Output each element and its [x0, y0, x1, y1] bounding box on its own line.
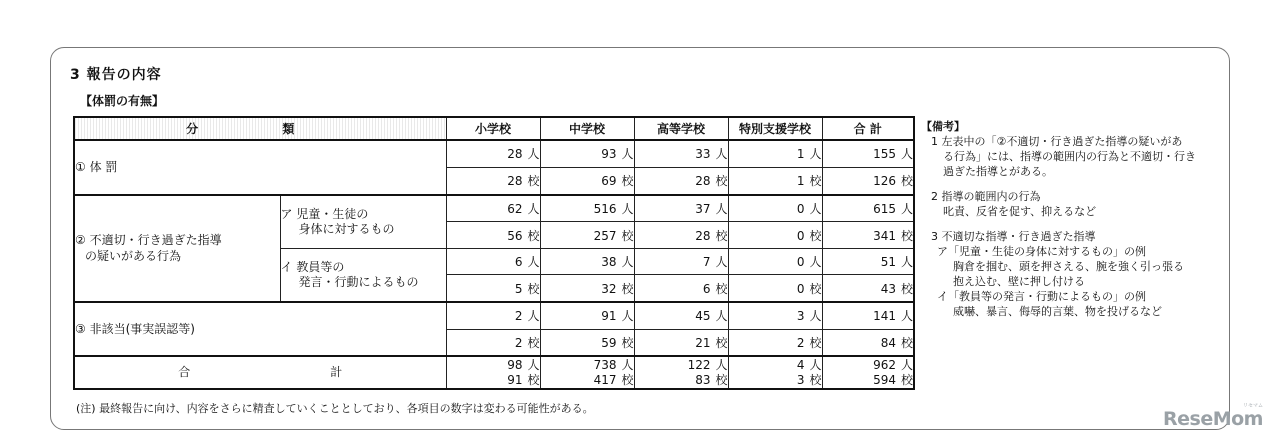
- cell: 83 校: [634, 373, 728, 389]
- cell: 594 校: [822, 373, 914, 389]
- header-junior-high: 中学校: [540, 117, 634, 140]
- cell: 28 校: [634, 167, 728, 194]
- corporal-punishment-table: [73, 116, 915, 390]
- cell: 962 人: [822, 356, 914, 372]
- cell: 155 人: [822, 140, 914, 167]
- footnote: (注) 最終報告に向け、内容をさらに精査していくこととしており、各項目の数字は変わる可能性がある。: [76, 402, 594, 415]
- cell: 21 校: [634, 329, 728, 356]
- cell: 98 人: [446, 356, 540, 372]
- remark-line: 胸倉を掴む、頭を押さえる、腕を強く引っ張る: [953, 260, 1184, 273]
- cell: 91 人: [540, 302, 634, 329]
- section-title: 3 報告の内容: [70, 67, 162, 83]
- header-elementary: 小学校: [446, 117, 540, 140]
- header-special-support: 特別支援学校: [728, 117, 822, 140]
- remark-line: 1 左表中の「②不適切・行き過ぎた指導の疑いがあ: [931, 135, 1183, 148]
- cell: 516 人: [540, 195, 634, 222]
- cell: 37 人: [634, 195, 728, 222]
- resemom-logo: ReseMom リセマム: [1163, 403, 1263, 430]
- cell: 28 校: [446, 167, 540, 194]
- remark-line: る行為」には、指導の範囲内の行為と不適切・行き: [943, 150, 1196, 163]
- cell: 43 校: [822, 275, 914, 302]
- cell: 59 校: [540, 329, 634, 356]
- cell: 1 校: [728, 167, 822, 194]
- cell: 141 人: [822, 302, 914, 329]
- cell: 7 人: [634, 248, 728, 275]
- remarks-heading: 【備考】: [921, 120, 965, 133]
- cell: 417 校: [540, 373, 634, 389]
- cell: 62 人: [446, 195, 540, 222]
- cell: 93 人: [540, 140, 634, 167]
- sub-label-physical: ア 児童・生徒の 身体に対するもの: [280, 195, 446, 249]
- remark-line: 叱責、反省を促す、抑えるなど: [943, 205, 1097, 218]
- header-total: 合 計: [822, 117, 914, 140]
- cell: 6 人: [446, 248, 540, 275]
- cell: 45 人: [634, 302, 728, 329]
- header-category: 分 類: [74, 117, 446, 140]
- cell: 28 人: [446, 140, 540, 167]
- remark-line: 2 指導の範囲内の行為: [931, 190, 1041, 203]
- sub-label-verbal: イ 教員等の 発言・行動によるもの: [280, 248, 446, 302]
- table-row: [74, 195, 914, 222]
- table-row: [74, 356, 914, 372]
- cell: 257 校: [540, 222, 634, 249]
- row-label-not-applicable: ③ 非該当(事実誤認等): [74, 302, 446, 356]
- cell: 1 人: [728, 140, 822, 167]
- cell: 0 校: [728, 222, 822, 249]
- cell: 0 校: [728, 275, 822, 302]
- header-high-school: 高等学校: [634, 117, 728, 140]
- cell: 28 校: [634, 222, 728, 249]
- cell: 32 校: [540, 275, 634, 302]
- row-label-corporal: ① 体 罰: [74, 140, 446, 194]
- table-row: [74, 302, 914, 329]
- cell: 6 校: [634, 275, 728, 302]
- cell: 2 校: [446, 329, 540, 356]
- cell: 0 人: [728, 195, 822, 222]
- row-label-inappropriate: ② 不適切・行き過ぎた指導 の疑いがある行為: [74, 195, 280, 303]
- cell: 38 人: [540, 248, 634, 275]
- table-row: [74, 140, 914, 167]
- remark-line: イ「教員等の発言・行動によるもの」の例: [937, 290, 1146, 303]
- row-label-total: 合 計: [74, 356, 446, 389]
- cell: 0 人: [728, 248, 822, 275]
- cell: 84 校: [822, 329, 914, 356]
- sub-title: 【体罰の有無】: [80, 94, 165, 108]
- cell: 122 人: [634, 356, 728, 372]
- remark-line: 過ぎた指導とがある。: [943, 165, 1053, 178]
- cell: 2 人: [446, 302, 540, 329]
- remark-line: 威嚇、暴言、侮辱的言葉、物を投げるなど: [953, 305, 1162, 318]
- cell: 56 校: [446, 222, 540, 249]
- remarks: [921, 119, 1221, 319]
- cell: 126 校: [822, 167, 914, 194]
- cell: 5 校: [446, 275, 540, 302]
- cell: 615 人: [822, 195, 914, 222]
- remark-line: ア「児童・生徒の身体に対するもの」の例: [937, 245, 1146, 258]
- cell: 3 人: [728, 302, 822, 329]
- cell: 69 校: [540, 167, 634, 194]
- remark-line: 3 不適切な指導・行き過ぎた指導: [931, 230, 1096, 243]
- cell: 3 校: [728, 373, 822, 389]
- cell: 91 校: [446, 373, 540, 389]
- cell: 4 人: [728, 356, 822, 372]
- cell: 341 校: [822, 222, 914, 249]
- cell: 2 校: [728, 329, 822, 356]
- remark-line: 抱え込む、壁に押し付ける: [953, 275, 1085, 288]
- cell: 738 人: [540, 356, 634, 372]
- cell: 33 人: [634, 140, 728, 167]
- cell: 51 人: [822, 248, 914, 275]
